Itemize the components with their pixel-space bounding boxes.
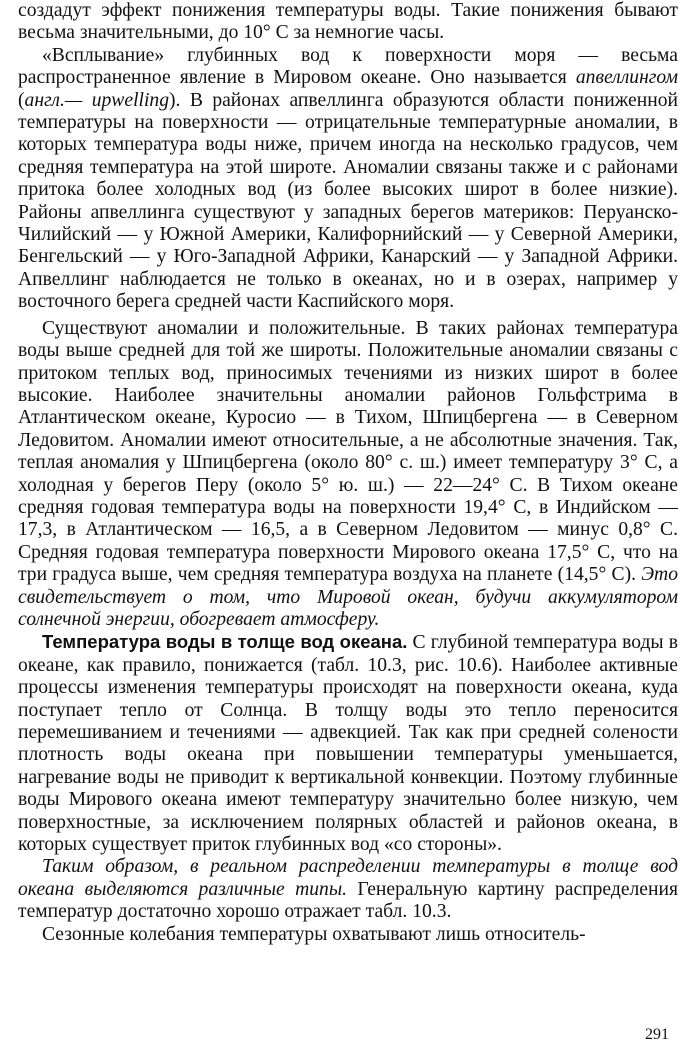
text-run: ). В районах апвеллинга образуются области пониженной температуры на поверхности — отрицательные температурные аномалии, в которых температура воды ниже, причем иногда на несколько градусов, чем средняя температура на этой широте. Аномалии связаны также и с районами притока более холодных вод (из более высоких широт в более низкие). Районы апвеллинга существуют у западных берегов материков: Перуанско-Чилийский — у Южной Америки, Калифорнийский — у Северной Америки, Бенгельский — у Юго-Западной Африки, Канарский — у Западной Африки. Апвеллинг наблюдается не только в океанах, но и в озерах, например у восточного берега средней части Каспийского моря. [18, 89, 678, 313]
conclusion-italic: Это свидетельствует о том, что Мировой океан, будучи аккумулятором солнечной энергии, обогревает атмосферу. [18, 564, 678, 630]
text-run: Существуют аномалии и положительные. В таких районах температура воды выше средней для той же широты. Положительные аномалии связаны с притоком теплых вод, приносимых течениями из низких широт в более высокие. Наиболее значительны аномалии районов Гольфстрима в Атлантическом океане, Куросио — в Тихом, Шпицбергена — в Северном Ледовитом. Аномалии имеют относительные, а не абсолютные значения. Так, теплая аномалия у Шпицбергена (около 80° с. ш.) имеет температуру 3° С, а холодная у берегов Перу (около 5° ю. ш.) — 22—24° С. В Тихом океане средняя годовая температура воды на поверхности 19,4° С, в Индийском — 17,3, в Атлантическом — 16,5, а в Северном Ледовитом — минус 0,8° С. Средняя годовая температура поверхности Мирового океана 17,5° С, что на три градуса выше, чем средняя температура воздуха на планете (14,5° С). [18, 317, 678, 586]
paragraph-seasonal [18, 924, 678, 946]
text-run: Сезонные колебания температуры охватывают лишь относитель- [42, 923, 586, 945]
section-heading: Температура воды в толще вод океана. [42, 631, 408, 653]
term-italic: англ.— upwelling [24, 89, 169, 111]
paragraph-positive-anomalies [18, 318, 678, 632]
paragraph-depth-temperature [18, 631, 678, 856]
text-run: создадут эффект понижения температуры воды. Такие понижения бывают весьма значительными, до 10° С за немногие часы. [18, 0, 678, 44]
text-run: «Всплывание» глубинных вод к поверхности моря — весьма распространенное явление в Мировом океане. Оно называется [18, 44, 678, 89]
page-number: 291 [645, 1026, 669, 1043]
conclusion-italic: Таким образом, в реальном распределении температуры в толще вод океана выделяются различные типы. [18, 856, 678, 900]
page-body [18, 0, 678, 946]
paragraph-apwelling [18, 45, 678, 314]
term-italic: апвеллингом [575, 67, 678, 89]
paragraph-1 [18, 0, 678, 45]
text-run: Генеральную картину распределения температур достаточно хорошо отражает табл. 10.3. [18, 878, 678, 923]
text-run: С глубиной температура воды в океане, как правило, понижается (табл. 10.3, рис. 10.6). Наиболее активные процессы изменения температуры происходят на поверхности океана, куда поступает тепло от Солнца. В толщу воды это тепло переносится перемешиванием и течениями — адвекцией. Так как при средней солености плотность воды океана при повышении температуры уменьшается, нагревание воды не приводит к вертикальной конвекции. Поэтому глубинные воды Мирового океана имеют температуру значительно более низкую, чем поверхностные, за исключением полярных областей и районов океана, в которых существует приток глубинных вод «со стороны». [18, 632, 678, 856]
paragraph-types [18, 856, 678, 923]
text-run: ( [18, 89, 25, 111]
